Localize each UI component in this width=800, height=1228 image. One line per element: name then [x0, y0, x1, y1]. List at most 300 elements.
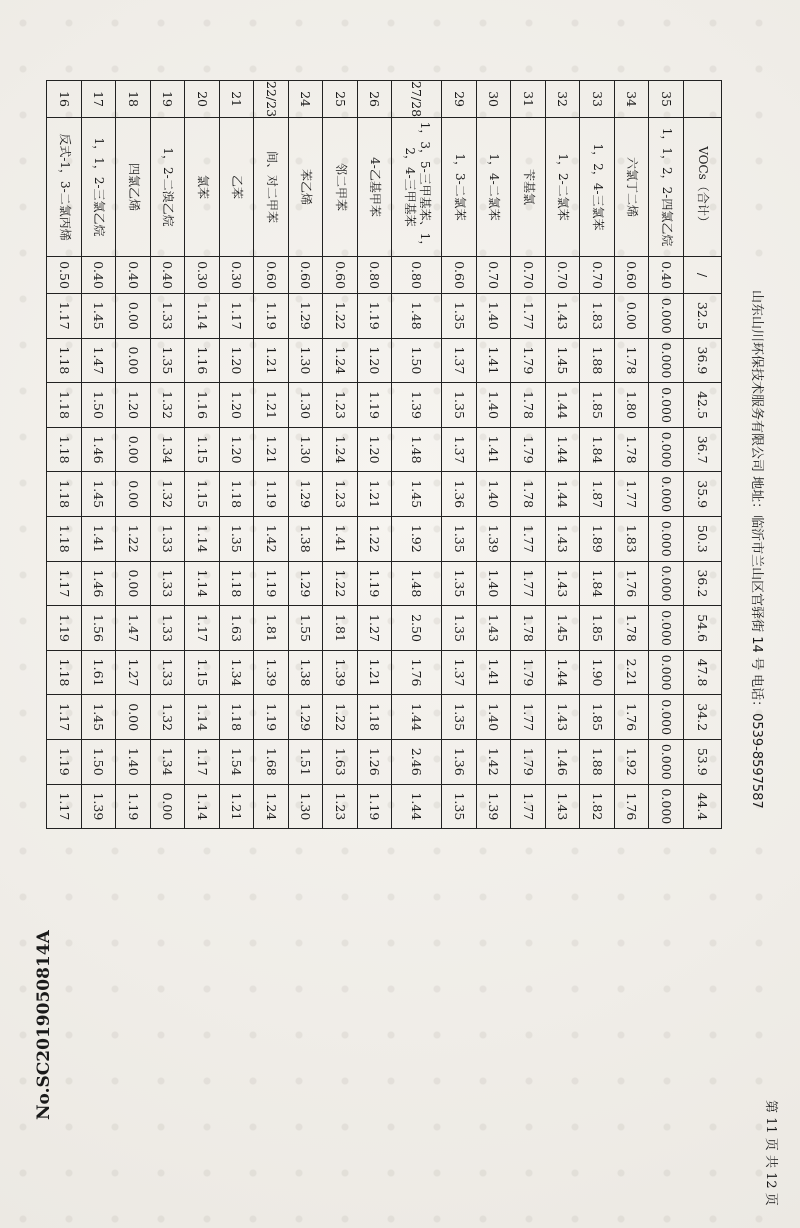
measured-value: 1.21 [254, 338, 289, 383]
measured-value: 1.17 [47, 695, 82, 740]
measured-value: 1.85 [580, 606, 615, 651]
measured-value: 1.18 [220, 561, 255, 606]
measured-value: 1.40 [116, 739, 151, 784]
measured-value: 1.17 [185, 606, 220, 651]
measured-value: 1.79 [511, 427, 546, 472]
detection-limit: 0.80 [392, 257, 442, 294]
table-row [254, 81, 289, 829]
measured-value: 0.000 [649, 561, 684, 606]
measured-value: 1.48 [392, 294, 442, 339]
measured-value: 2.21 [615, 650, 650, 695]
measured-value: 1.18 [47, 338, 82, 383]
row-index: 22/23 [254, 81, 289, 118]
measured-value: 1.35 [442, 784, 477, 829]
measured-value: 1.68 [254, 739, 289, 784]
measured-value: 0.00 [151, 784, 186, 829]
measured-value: 36.9 [684, 338, 722, 383]
measured-value: 1.37 [442, 338, 477, 383]
measured-value: 1.21 [220, 784, 255, 829]
measured-value: 0.00 [116, 427, 151, 472]
measured-value: 1.19 [254, 472, 289, 517]
row-index: 33 [580, 81, 615, 118]
measured-value: 1.83 [580, 294, 615, 339]
table-row [289, 81, 324, 829]
measured-value: 1.41 [477, 650, 512, 695]
table-row [477, 81, 512, 829]
measured-value: 0.000 [649, 695, 684, 740]
measured-value: 0.00 [116, 472, 151, 517]
measured-value: 1.40 [477, 561, 512, 606]
measured-value: 1.90 [580, 650, 615, 695]
measured-value: 1.42 [254, 517, 289, 562]
measured-value: 1.14 [185, 561, 220, 606]
measured-value: 0.000 [649, 427, 684, 472]
measured-value: 1.40 [477, 695, 512, 740]
measured-value: 1.18 [47, 517, 82, 562]
measured-value: 1.26 [358, 739, 393, 784]
compound-name: 反式-1，3-二氯丙烯 [47, 118, 82, 257]
measured-value: 1.78 [615, 606, 650, 651]
measured-value: 1.30 [289, 427, 324, 472]
row-index: 21 [220, 81, 255, 118]
measured-value: 1.41 [477, 338, 512, 383]
measured-value: 1.78 [615, 427, 650, 472]
measured-value: 1.76 [615, 561, 650, 606]
measured-value: 1.63 [323, 739, 358, 784]
detection-limit: 0.30 [185, 257, 220, 294]
measured-value: 1.35 [220, 517, 255, 562]
row-index: 31 [511, 81, 546, 118]
compound-name: 1，1，2，2-四氯乙烷 [649, 118, 684, 257]
table-row-vocs-total [684, 81, 722, 829]
measured-value: 1.45 [546, 338, 581, 383]
measured-value: 1.19 [47, 606, 82, 651]
measured-value: 1.77 [511, 294, 546, 339]
measured-value: 1.19 [116, 784, 151, 829]
measured-value: 1.22 [323, 561, 358, 606]
measured-value: 1.38 [289, 517, 324, 562]
detection-limit: 0.50 [47, 257, 82, 294]
measured-value: 0.000 [649, 294, 684, 339]
measured-value: 50.3 [684, 517, 722, 562]
measured-value: 1.33 [151, 650, 186, 695]
detection-limit: 0.40 [151, 257, 186, 294]
compound-name: 乙苯 [220, 118, 255, 257]
detection-limit: 0.70 [477, 257, 512, 294]
measured-value: 0.000 [649, 338, 684, 383]
measured-value: 1.44 [392, 695, 442, 740]
measured-value: 1.43 [546, 561, 581, 606]
measured-value: 1.40 [477, 472, 512, 517]
measured-value: 1.24 [254, 784, 289, 829]
measured-value: 1.40 [477, 383, 512, 428]
detection-limit: 0.70 [511, 257, 546, 294]
measured-value: 1.14 [185, 695, 220, 740]
measured-value: 1.22 [323, 294, 358, 339]
measured-value: 1.46 [82, 561, 117, 606]
measured-value: 1.14 [185, 517, 220, 562]
table-row [511, 81, 546, 829]
measured-value: 1.41 [323, 517, 358, 562]
measured-value: 1.77 [615, 472, 650, 517]
measured-value: 1.29 [289, 472, 324, 517]
measured-value: 1.88 [580, 338, 615, 383]
measured-value: 1.43 [546, 784, 581, 829]
measured-value: 0.000 [649, 650, 684, 695]
measured-value: 1.22 [116, 517, 151, 562]
measured-value: 1.19 [47, 739, 82, 784]
measured-value: 1.43 [477, 606, 512, 651]
measured-value: 1.85 [580, 383, 615, 428]
measured-value: 1.55 [289, 606, 324, 651]
compound-name: 1，2-二氯苯 [546, 118, 581, 257]
compound-name: 苯乙烯 [289, 118, 324, 257]
compound-name: 1，1，2-三氯乙烷 [82, 118, 117, 257]
measured-value: 1.54 [220, 739, 255, 784]
row-index: 20 [185, 81, 220, 118]
compound-name: VOCs（合计） [684, 118, 722, 257]
measured-value: 36.7 [684, 427, 722, 472]
measured-value: 1.92 [392, 517, 442, 562]
measured-value: 1.18 [47, 650, 82, 695]
compound-name: 1，2，4-三氯苯 [580, 118, 615, 257]
measured-value: 1.34 [151, 739, 186, 784]
detection-limit: 0.70 [546, 257, 581, 294]
row-index: 30 [477, 81, 512, 118]
table-row [615, 81, 650, 829]
measured-value: 1.39 [392, 383, 442, 428]
measured-value: 1.17 [47, 784, 82, 829]
measured-value: 1.84 [580, 561, 615, 606]
compound-name: 1，2-二溴乙烷 [151, 118, 186, 257]
measured-value: 1.18 [47, 383, 82, 428]
measured-value: 47.8 [684, 650, 722, 695]
measured-value: 1.32 [151, 472, 186, 517]
detection-limit: 0.40 [116, 257, 151, 294]
measured-value: 1.41 [82, 517, 117, 562]
detection-limit: 0.40 [82, 257, 117, 294]
measured-value: 1.20 [220, 338, 255, 383]
measured-value: 1.19 [358, 294, 393, 339]
measured-value: 1.33 [151, 561, 186, 606]
measured-value: 32.5 [684, 294, 722, 339]
measured-value: 1.30 [289, 383, 324, 428]
measured-value: 1.39 [82, 784, 117, 829]
table-row [82, 81, 117, 829]
measured-value: 1.24 [323, 427, 358, 472]
measured-value: 0.000 [649, 784, 684, 829]
measured-value: 1.19 [358, 784, 393, 829]
measured-value: 1.38 [289, 650, 324, 695]
table-row [358, 81, 393, 829]
measured-value: 1.45 [82, 472, 117, 517]
measured-value: 1.20 [116, 383, 151, 428]
measured-value: 1.35 [151, 338, 186, 383]
table-row [185, 81, 220, 829]
measured-value: 1.47 [116, 606, 151, 651]
measured-value: 44.4 [684, 784, 722, 829]
measured-value: 1.22 [358, 517, 393, 562]
measured-value: 1.76 [615, 695, 650, 740]
row-index: 32 [546, 81, 581, 118]
measured-value: 1.61 [82, 650, 117, 695]
compound-name: 间、对二甲苯 [254, 118, 289, 257]
measured-value: 1.87 [580, 472, 615, 517]
detection-limit: / [684, 257, 722, 294]
measured-value: 1.44 [546, 472, 581, 517]
row-index: 18 [116, 81, 151, 118]
table-row [116, 81, 151, 829]
measured-value: 0.000 [649, 517, 684, 562]
measured-value: 0.00 [116, 338, 151, 383]
measured-value: 1.18 [358, 695, 393, 740]
compound-name: 四氯乙烯 [116, 118, 151, 257]
measured-value: 1.79 [511, 739, 546, 784]
measured-value: 1.39 [477, 784, 512, 829]
measured-value: 1.48 [392, 561, 442, 606]
measured-value: 1.43 [546, 294, 581, 339]
compound-name: 苄基氯 [511, 118, 546, 257]
measured-value: 2.46 [392, 739, 442, 784]
measured-value: 1.46 [82, 427, 117, 472]
measured-value: 1.76 [615, 784, 650, 829]
measured-value: 1.36 [442, 472, 477, 517]
measured-value: 1.20 [358, 338, 393, 383]
measured-value: 1.30 [289, 784, 324, 829]
measured-value: 1.15 [185, 427, 220, 472]
detection-limit: 0.30 [220, 257, 255, 294]
measured-value: 1.34 [151, 427, 186, 472]
measured-value: 1.17 [185, 739, 220, 784]
measured-value: 1.83 [615, 517, 650, 562]
measured-value: 1.50 [82, 739, 117, 784]
measured-value: 34.2 [684, 695, 722, 740]
measured-value: 1.35 [442, 517, 477, 562]
measured-value: 1.81 [254, 606, 289, 651]
row-index: 25 [323, 81, 358, 118]
measured-value: 1.42 [477, 739, 512, 784]
table-row [442, 81, 477, 829]
measured-value: 1.17 [47, 294, 82, 339]
measured-value: 1.18 [47, 472, 82, 517]
measured-value: 1.23 [323, 383, 358, 428]
measured-value: 1.32 [151, 383, 186, 428]
measured-value: 1.43 [546, 517, 581, 562]
row-index: 35 [649, 81, 684, 118]
measured-value: 1.79 [511, 650, 546, 695]
measured-value: 1.77 [511, 784, 546, 829]
table-row [546, 81, 581, 829]
measured-value: 42.5 [684, 383, 722, 428]
compound-name: 1，3，5-三甲基苯、1，2，4-三甲基苯 [392, 118, 442, 257]
row-index: 24 [289, 81, 324, 118]
measured-value: 0.000 [649, 739, 684, 784]
measured-value: 1.19 [254, 294, 289, 339]
measured-value: 1.78 [511, 383, 546, 428]
measured-value: 0.00 [116, 695, 151, 740]
measured-value: 1.19 [254, 695, 289, 740]
measured-value: 1.81 [323, 606, 358, 651]
measured-value: 1.30 [289, 338, 324, 383]
row-index: 34 [615, 81, 650, 118]
measured-value: 1.41 [477, 427, 512, 472]
detection-limit: 0.40 [649, 257, 684, 294]
measured-value: 1.88 [580, 739, 615, 784]
measured-value: 1.76 [392, 650, 442, 695]
measured-value: 1.21 [254, 427, 289, 472]
measured-value: 0.00 [615, 294, 650, 339]
measured-value: 1.27 [358, 606, 393, 651]
measured-value: 1.79 [511, 338, 546, 383]
table-row [220, 81, 255, 829]
measured-value: 1.63 [220, 606, 255, 651]
table-row [580, 81, 615, 829]
measured-value: 1.36 [442, 739, 477, 784]
measured-value: 1.45 [82, 695, 117, 740]
footer-company-info: 山东山川环保技术服务有限公司 地址：临沂市兰山区官驿街 14 号 电话：0539-8597587 [749, 290, 764, 809]
measured-value: 1.45 [82, 294, 117, 339]
measured-value: 1.48 [392, 427, 442, 472]
measured-value: 1.77 [511, 561, 546, 606]
measured-value: 1.23 [323, 472, 358, 517]
row-index: 16 [47, 81, 82, 118]
table-row [323, 81, 358, 829]
measured-value: 1.15 [185, 472, 220, 517]
measured-value: 1.33 [151, 606, 186, 651]
measured-value: 1.47 [82, 338, 117, 383]
measured-value: 1.77 [511, 517, 546, 562]
measured-value: 1.20 [358, 427, 393, 472]
report-number: No.SC2019050814A [34, 930, 54, 1120]
measured-value: 1.77 [511, 695, 546, 740]
measured-value: 1.34 [220, 650, 255, 695]
row-index: 29 [442, 81, 477, 118]
measured-value: 1.35 [442, 695, 477, 740]
measured-value: 1.29 [289, 695, 324, 740]
measured-value: 1.32 [151, 695, 186, 740]
measured-value: 1.35 [442, 606, 477, 651]
row-index [684, 81, 722, 118]
measured-value: 1.78 [511, 606, 546, 651]
measured-value: 1.29 [289, 561, 324, 606]
measured-value: 1.21 [358, 650, 393, 695]
measured-value: 1.24 [323, 338, 358, 383]
measured-value: 36.2 [684, 561, 722, 606]
measured-value: 1.19 [254, 561, 289, 606]
measured-value: 2.50 [392, 606, 442, 651]
row-index: 17 [82, 81, 117, 118]
measured-value: 1.35 [442, 294, 477, 339]
measured-value: 54.6 [684, 606, 722, 651]
measured-value: 0.000 [649, 472, 684, 517]
measured-value: 1.33 [151, 517, 186, 562]
measured-value: 35.9 [684, 472, 722, 517]
measured-value: 1.82 [580, 784, 615, 829]
measured-value: 0.000 [649, 606, 684, 651]
detection-limit: 0.60 [442, 257, 477, 294]
measured-value: 1.35 [442, 383, 477, 428]
detection-limit: 0.60 [615, 257, 650, 294]
measured-value: 1.50 [82, 383, 117, 428]
measured-value: 1.44 [546, 427, 581, 472]
measured-value: 0.00 [116, 294, 151, 339]
measured-value: 1.19 [358, 383, 393, 428]
table-row [151, 81, 186, 829]
measured-value: 1.89 [580, 517, 615, 562]
measured-value: 1.39 [323, 650, 358, 695]
row-index: 19 [151, 81, 186, 118]
measured-value: 0.00 [116, 561, 151, 606]
compound-name: 4-乙基甲苯 [358, 118, 393, 257]
detection-limit: 0.80 [358, 257, 393, 294]
measured-value: 1.20 [220, 427, 255, 472]
results-table [47, 80, 723, 829]
measured-value: 1.35 [442, 561, 477, 606]
measured-value: 1.45 [546, 606, 581, 651]
measured-value: 53.9 [684, 739, 722, 784]
compound-name: 1，3-二氯苯 [442, 118, 477, 257]
measured-value: 1.45 [392, 472, 442, 517]
measured-value: 1.50 [392, 338, 442, 383]
row-index: 27/28 [392, 81, 442, 118]
detection-limit: 0.60 [254, 257, 289, 294]
measured-value: 1.23 [323, 784, 358, 829]
measured-value: 1.44 [546, 650, 581, 695]
detection-limit: 0.60 [289, 257, 324, 294]
measured-value: 1.18 [47, 427, 82, 472]
measured-value: 1.56 [82, 606, 117, 651]
measured-value: 1.44 [392, 784, 442, 829]
measured-value: 1.92 [615, 739, 650, 784]
measured-value: 1.85 [580, 695, 615, 740]
measured-value: 1.22 [323, 695, 358, 740]
detection-limit: 0.60 [323, 257, 358, 294]
compound-name: 1，4-二氯苯 [477, 118, 512, 257]
compound-name: 六氯丁二烯 [615, 118, 650, 257]
measured-value: 1.21 [358, 472, 393, 517]
compound-name: 氯苯 [185, 118, 220, 257]
measured-value: 1.78 [511, 472, 546, 517]
measured-value: 1.39 [254, 650, 289, 695]
measured-value: 1.17 [220, 294, 255, 339]
measured-value: 1.78 [615, 338, 650, 383]
detection-limit: 0.70 [580, 257, 615, 294]
page-number: 第 11 页 共 12 页 [763, 1100, 778, 1206]
table-row [649, 81, 684, 829]
measured-value: 1.80 [615, 383, 650, 428]
measured-value: 1.33 [151, 294, 186, 339]
measured-value: 1.44 [546, 383, 581, 428]
measured-value: 1.51 [289, 739, 324, 784]
measured-value: 1.43 [546, 695, 581, 740]
measured-value: 1.84 [580, 427, 615, 472]
measured-value: 1.18 [220, 472, 255, 517]
measured-value: 1.18 [220, 695, 255, 740]
measured-value: 1.15 [185, 650, 220, 695]
measured-value: 1.39 [477, 517, 512, 562]
measured-value: 1.37 [442, 650, 477, 695]
table-row [47, 81, 82, 829]
measured-value: 1.21 [254, 383, 289, 428]
measured-value: 1.40 [477, 294, 512, 339]
measured-value: 1.14 [185, 784, 220, 829]
compound-name: 邻二甲苯 [323, 118, 358, 257]
measured-value: 1.37 [442, 427, 477, 472]
measured-value: 1.20 [220, 383, 255, 428]
measured-value: 0.000 [649, 383, 684, 428]
measured-value: 1.27 [116, 650, 151, 695]
measured-value: 1.17 [47, 561, 82, 606]
